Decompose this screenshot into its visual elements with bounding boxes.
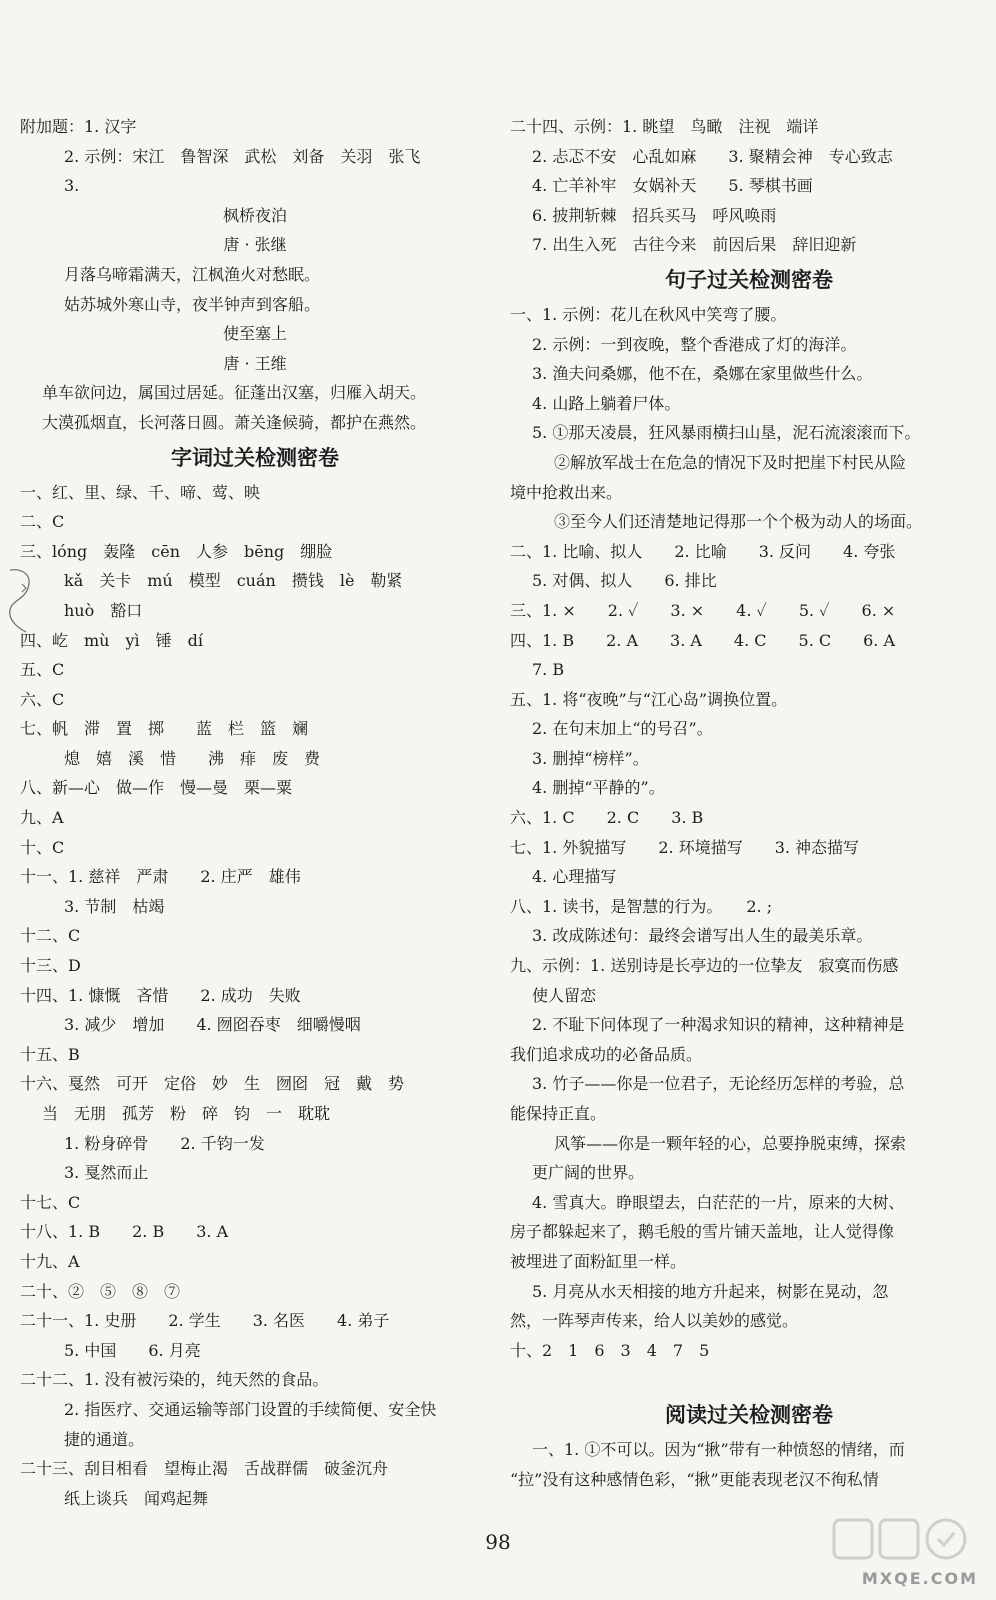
- answer-line: 三、1. × 2. ✓ 3. × 4. ✓ 5. ✓ 6. ×: [510, 600, 896, 620]
- answer-line: 附加题：1. 汉字: [20, 117, 137, 136]
- answer-line: 3. 减少 增加 4. 囫囵吞枣 细嚼慢咽: [64, 1015, 361, 1035]
- answer-line: 3. 戛然而止: [64, 1163, 149, 1183]
- answer-line: 风筝——你是一颗年轻的心，总要挣脱束缚，探索: [554, 1133, 907, 1153]
- answer-line: 我们追求成功的必备品质。: [510, 1044, 703, 1064]
- answer-line: 四、1. B 2. A 3. A 4. C 5. C 6. A: [510, 630, 896, 650]
- answer-line: 六、1. C 2. C 3. B: [510, 808, 704, 828]
- answer-line: 7. B: [532, 660, 565, 680]
- answer-line: 五、1. 将“夜晚”与“江心岛”调换位置。: [510, 689, 788, 709]
- answer-line: 7. 出生入死 古往今来 前因后果 辞旧迎新: [532, 235, 857, 255]
- answer-line: 3. 改成陈述句：最终会谱写出人生的最美乐章。: [532, 926, 873, 946]
- answer-line: 月落乌啼霜满天，江枫渔火对愁眠。: [64, 264, 321, 284]
- answer-line: 3. 节制 枯竭: [64, 896, 165, 916]
- answer-line: 然，一阵琴声传来，给人以美妙的感觉。: [510, 1311, 799, 1331]
- answer-line: 3. 删掉“榜样”。: [532, 748, 649, 768]
- answer-line: 4. 删掉“平静的”。: [532, 778, 665, 798]
- answer-line: 十四、1. 慷慨 吝惜 2. 成功 失败: [20, 985, 301, 1005]
- answer-line: 当 无朋 孤芳 粉 碎 钧 一 耽耽: [42, 1104, 331, 1123]
- answer-line: 唐 · 王维: [223, 353, 287, 373]
- section-title: 句子过关检测密卷: [665, 267, 833, 292]
- answer-line: 一、1. ①不可以。因为“揪”带有一种愤怒的情绪，而: [532, 1439, 905, 1459]
- answer-line: 能保持正直。: [510, 1104, 607, 1123]
- handwritten-margin-mark: [2, 566, 42, 636]
- answer-line: 2. 忐忑不安 心乱如麻 3. 聚精会神 专心致志: [532, 146, 893, 166]
- answer-line: 6. 披荆斩棘 招兵买马 呼风唤雨: [532, 205, 777, 225]
- answer-line: “拉”没有这种感情色彩，“揪”更能表现老汉不徇私情: [510, 1469, 879, 1489]
- answer-line: 十五、B: [20, 1044, 80, 1064]
- answer-line: 4. 雪真大。睁眼望去，白茫茫的一片，原来的大树、: [532, 1192, 905, 1212]
- answer-line: 熄 嬉 溪 惜 沸 痱 废 费: [64, 748, 321, 768]
- answer-line: 三、lóng 轰隆 cēn 人参 bēng 绷脸: [20, 541, 333, 561]
- answer-line: 四、屹 mù yì 锤 dí: [20, 630, 203, 650]
- answer-line: 五、C: [20, 660, 65, 680]
- answer-line: 十九、A: [20, 1251, 80, 1271]
- answer-line: 2. 示例：一到夜晚，整个香港成了灯的海洋。: [532, 334, 857, 354]
- answer-line: huò 豁口: [64, 600, 143, 620]
- answer-line: 使至塞上: [222, 324, 287, 344]
- answer-line: 七、1. 外貌描写 2. 环境描写 3. 神态描写: [510, 837, 860, 857]
- answer-line: 2. 指医疗、交通运输等部门设置的手续简便、安全快: [64, 1399, 437, 1419]
- answer-line: 一、1. 示例：花儿在秋风中笑弯了腰。: [510, 304, 787, 324]
- answer-line: 十三、D: [20, 956, 81, 976]
- answer-line: 七、帆 滞 置 掷 蓝 栏 篮 斓: [20, 719, 309, 739]
- answer-line: 唐 · 张继: [223, 235, 287, 255]
- left-column: [20, 112, 490, 1513]
- answer-line: 六、C: [20, 689, 65, 709]
- answer-line: 5. ①那天凌晨，狂风暴雨横扫山垦，泥石流滚滚而下。: [532, 423, 921, 443]
- answer-line: 使人留恋: [532, 985, 597, 1005]
- answer-line: 5. 中国 6. 月亮: [64, 1340, 201, 1360]
- answer-line: 二、C: [20, 512, 65, 532]
- answer-line: 九、示例：1. 送别诗是长亭边的一位挚友 寂寞而伤感: [510, 956, 899, 976]
- answer-line: 4. 亡羊补牢 女娲补天 5. 琴棋书画: [532, 176, 813, 196]
- answer-line: 二十三、刮目相看 望梅止渴 舌战群儒 破釜沉舟: [20, 1459, 389, 1479]
- answer-line: 单车欲问边，属国过居延。征蓬出汉塞，归雁入胡天。: [42, 383, 427, 403]
- answer-line: 十七、C: [20, 1192, 81, 1212]
- answer-line: 十八、1. B 2. B 3. A: [20, 1222, 229, 1242]
- section-title: 阅读过关检测密卷: [665, 1402, 833, 1427]
- answer-line: 二、1. 比喻、拟人 2. 比喻 3. 反问 4. 夸张: [510, 541, 896, 561]
- answer-line: ③至今人们还清楚地记得那一个个极为动人的场面。: [554, 512, 923, 532]
- section-title: 字词过关检测密卷: [171, 445, 339, 470]
- answer-line: 九、A: [20, 808, 64, 828]
- answer-line: 2. 不耻下问体现了一种渴求知识的精神，这种精神是: [532, 1015, 905, 1035]
- answer-line: 二十四、示例：1. 眺望 鸟瞰 注视 端详: [510, 117, 819, 136]
- answer-line: 4. 心理描写: [532, 867, 617, 887]
- answer-line: 1. 粉身碎骨 2. 千钧一发: [64, 1133, 265, 1153]
- answer-line: 捷的通道。: [64, 1429, 145, 1449]
- answer-line: 5. 月亮从水天相接的地方升起来，树影在晃动，忽: [532, 1281, 889, 1301]
- answer-line: kǎ 关卡 mú 模型 cuán 攒钱 lè 勒紧: [64, 571, 403, 591]
- answer-line: 姑苏城外寒山寺，夜半钟声到客船。: [64, 294, 321, 314]
- right-column: [510, 112, 988, 1494]
- page-number: 98: [485, 1530, 511, 1554]
- answer-line: 3. 渔夫问桑娜，他不在，桑娜在家里做些什么。: [532, 364, 873, 384]
- answer-line: 二十二、1. 没有被污染的，纯天然的食品。: [20, 1370, 329, 1390]
- answer-line: 5. 对偶、拟人 6. 排比: [532, 571, 717, 591]
- answer-line: 枫桥夜泊: [222, 205, 287, 225]
- answer-line: 十六、戛然 可开 定俗 妙 生 囫囵 冠 戴 势: [20, 1074, 405, 1094]
- answer-line: 更广阔的世界。: [532, 1163, 645, 1183]
- answer-line: 八、1. 读书，是智慧的行为。 2. ;: [510, 896, 773, 916]
- watermark-text: MXQE.COM: [861, 1569, 978, 1588]
- answer-line: 十、2 1 6 3 4 7 5: [510, 1340, 710, 1360]
- answer-line: 3. 竹子——你是一位君子，无论经历怎样的考验，总: [532, 1074, 905, 1094]
- answer-line: 4. 山路上躺着尸体。: [532, 393, 681, 413]
- answer-line: ②解放军战士在危急的情况下及时把崖下村民从险: [554, 452, 907, 472]
- answer-line: 2. 示例：宋江 鲁智深 武松 刘备 关羽 张飞: [64, 146, 421, 166]
- answer-line: 一、红、里、绿、千、啼、莺、映: [20, 482, 261, 502]
- answer-line: 十二、C: [20, 926, 81, 946]
- answer-line: [510, 1365, 988, 1395]
- answer-line: 2. 在句末加上“的号召”。: [532, 719, 713, 739]
- answer-line: 3.: [64, 176, 80, 196]
- answer-line: 十、C: [20, 837, 65, 857]
- answer-line: 大漠孤烟直，长河落日圆。萧关逢候骑，都护在燕然。: [42, 412, 427, 432]
- answer-line: 房子都躲起来了，鹅毛般的雪片铺天盖地，让人觉得像: [510, 1222, 895, 1242]
- answer-line: 二十、② ⑤ ⑧ ⑦: [20, 1281, 181, 1301]
- answer-line: 境中抢救出来。: [510, 482, 623, 502]
- answer-line: 十一、1. 慈祥 严肃 2. 庄严 雄伟: [20, 867, 301, 887]
- answer-line: 二十一、1. 史册 2. 学生 3. 名医 4. 弟子: [20, 1311, 390, 1331]
- answer-line: 被埋进了面粉缸里一样。: [510, 1251, 687, 1271]
- answer-line: 八、新—心 做—作 慢—曼 栗—粟: [20, 778, 293, 798]
- answer-line: 纸上谈兵 闻鸡起舞: [64, 1488, 209, 1508]
